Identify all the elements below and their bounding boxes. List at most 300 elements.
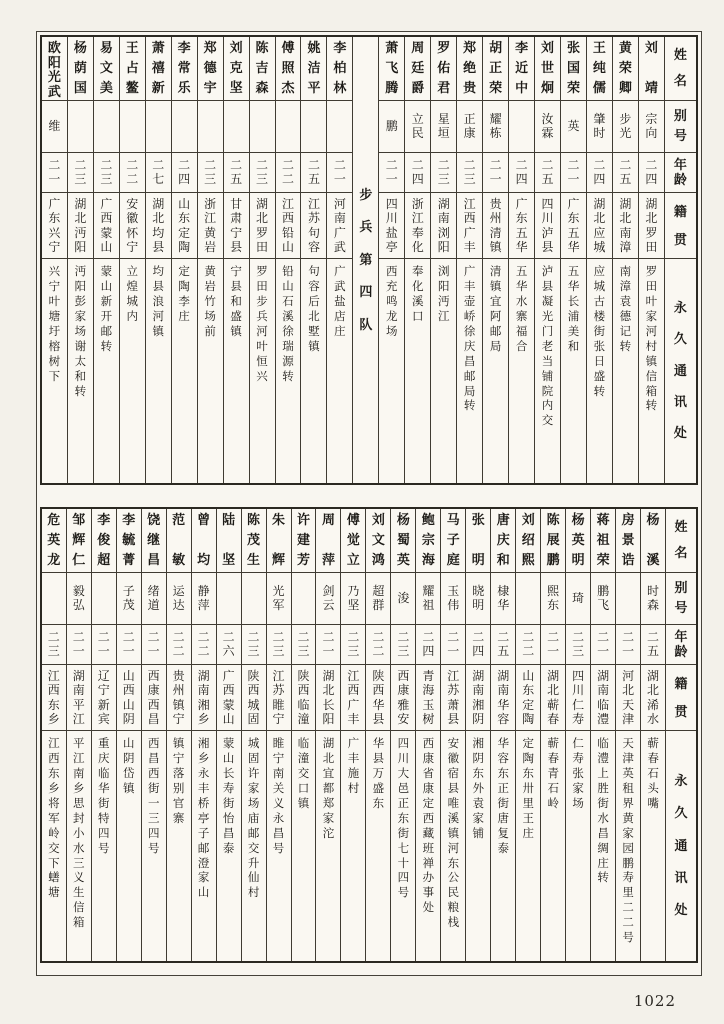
glyph: 二 <box>385 158 398 173</box>
glyph: 二 <box>472 630 485 645</box>
glyph: 邮 <box>489 325 502 338</box>
glyph: 二 <box>437 158 450 173</box>
glyph: 五 <box>497 643 510 658</box>
glyph: 讯 <box>674 869 688 885</box>
glyph: 龙 <box>47 552 61 568</box>
header-column <box>664 37 696 483</box>
glyph: 岭 <box>48 827 60 840</box>
age-cell <box>616 625 640 665</box>
age-cell <box>441 625 465 665</box>
glyph: 周 <box>411 40 425 55</box>
glyph: 伟 <box>447 597 460 612</box>
glyph: 广 <box>347 738 360 750</box>
person-column <box>223 37 249 483</box>
address-cell <box>379 259 404 483</box>
name-cell <box>616 509 640 573</box>
glyph: 天 <box>622 697 635 712</box>
glyph: 省 <box>422 767 435 780</box>
glyph: 龄 <box>674 643 688 659</box>
glyph: 岩 <box>204 280 216 293</box>
glyph: 禧 <box>151 60 165 76</box>
name-cell <box>292 509 316 573</box>
alias-cell <box>242 573 266 625</box>
glyph: 徐 <box>282 325 294 338</box>
glyph: 维 <box>48 118 61 133</box>
glyph: 二 <box>230 158 243 173</box>
glyph: 盐 <box>334 295 346 308</box>
glyph: 老 <box>541 340 554 353</box>
glyph: 临 <box>297 738 310 750</box>
glyph: 南 <box>72 683 85 698</box>
glyph: 林 <box>333 80 347 96</box>
glyph: 怡 <box>222 812 235 825</box>
glyph: 郑 <box>203 40 217 55</box>
glyph: 竹 <box>204 295 216 308</box>
glyph: 二 <box>622 902 634 915</box>
glyph: 临 <box>297 697 310 712</box>
glyph: 应 <box>593 225 606 240</box>
glyph: 道 <box>147 597 160 612</box>
person-column <box>241 509 266 961</box>
glyph: 王 <box>125 40 139 55</box>
address-cell <box>491 731 515 961</box>
glyph: 大 <box>397 767 410 780</box>
glyph: 湖 <box>74 197 87 212</box>
glyph: 河 <box>645 325 658 338</box>
glyph: 光 <box>272 584 285 599</box>
glyph: 城 <box>247 697 260 712</box>
glyph: 熙 <box>547 584 560 599</box>
glyph: 西 <box>147 738 160 750</box>
glyph: 号 <box>272 842 285 855</box>
person-column <box>465 509 490 961</box>
glyph: 萧 <box>385 40 399 55</box>
glyph: 东 <box>522 683 535 698</box>
glyph: 南 <box>472 683 485 698</box>
glyph: 苏 <box>307 211 320 226</box>
glyph: 房 <box>621 512 635 527</box>
glyph: 寿 <box>572 752 584 765</box>
glyph: 庆 <box>463 340 476 353</box>
glyph: 刘 <box>521 512 535 527</box>
glyph: 县 <box>152 280 164 293</box>
glyph: 阳 <box>437 239 450 254</box>
address-cell <box>466 731 490 961</box>
glyph: 俊 <box>97 532 111 548</box>
glyph: 溪 <box>447 812 460 825</box>
glyph: 耀 <box>489 112 502 127</box>
glyph: 二 <box>122 630 135 645</box>
person-column <box>266 509 291 961</box>
native-place-cell <box>117 665 141 731</box>
glyph: 南 <box>619 266 632 278</box>
glyph: 湖 <box>645 197 658 212</box>
glyph: 华 <box>567 280 580 293</box>
glyph: 南 <box>497 683 510 698</box>
age-cell <box>639 153 664 193</box>
person-column <box>456 37 482 483</box>
glyph: 朱 <box>272 512 286 527</box>
glyph: 曾 <box>197 512 211 527</box>
glyph: 家 <box>74 310 87 323</box>
address-cell <box>42 731 66 961</box>
address-cell <box>516 731 540 961</box>
glyph: 鲍 <box>421 512 435 527</box>
glyph: 西 <box>147 697 160 712</box>
alias-cell <box>516 573 540 625</box>
glyph: 北 <box>322 752 335 765</box>
glyph: 处 <box>422 902 435 915</box>
glyph: 转 <box>593 385 606 398</box>
age-cell <box>192 625 216 665</box>
glyph: 州 <box>172 683 185 698</box>
glyph: 鹏 <box>546 552 560 568</box>
glyph: 关 <box>272 782 285 795</box>
glyph: 队 <box>359 316 373 332</box>
person-column <box>365 509 390 961</box>
glyph: 名 <box>673 73 687 89</box>
glyph: 英 <box>571 532 585 548</box>
glyph: 栈 <box>447 917 460 930</box>
native-place-cell <box>217 665 241 731</box>
glyph: 腾 <box>385 80 399 96</box>
glyph: 贵 <box>489 197 502 212</box>
glyph: 街 <box>147 782 160 795</box>
person-column <box>191 509 216 961</box>
glyph: 华 <box>98 782 110 795</box>
glyph: 新 <box>97 697 110 712</box>
native-place-cell <box>242 665 266 731</box>
glyph: 晓 <box>472 584 485 599</box>
glyph: 鹏 <box>597 584 610 599</box>
glyph: 明 <box>471 552 485 568</box>
roster-table-top <box>40 35 698 485</box>
glyph: 蟮 <box>48 872 60 885</box>
alias-cell <box>120 101 145 153</box>
glyph: 兴 <box>48 266 61 278</box>
glyph: 场 <box>572 797 584 810</box>
glyph: 一 <box>147 797 160 810</box>
glyph: 蕲 <box>647 738 659 750</box>
native-place-cell <box>405 193 430 259</box>
glyph: 森 <box>255 80 269 96</box>
glyph: 天 <box>622 738 634 750</box>
glyph: 乐 <box>177 80 191 96</box>
glyph: 交 <box>541 415 554 428</box>
glyph: 和 <box>567 340 580 353</box>
address-cell <box>146 259 171 483</box>
glyph: 长 <box>322 697 335 712</box>
glyph: 庙 <box>247 812 260 825</box>
age-cell <box>198 153 223 193</box>
glyph: 乡 <box>47 711 60 726</box>
address-cell <box>341 731 365 961</box>
glyph: 陶 <box>178 239 191 254</box>
glyph: 明 <box>472 597 485 612</box>
glyph: 江 <box>48 738 60 750</box>
glyph: 转 <box>100 340 113 353</box>
glyph: 和 <box>230 295 242 308</box>
glyph: 均 <box>152 225 165 240</box>
glyph: 康 <box>463 125 476 140</box>
glyph: 煌 <box>126 280 139 293</box>
glyph: 二 <box>619 158 632 173</box>
glyph: 二 <box>204 158 217 173</box>
glyph: 江 <box>73 752 85 765</box>
glyph: 庆 <box>98 752 110 765</box>
glyph: 黄 <box>622 812 634 825</box>
glyph: 租 <box>622 782 634 795</box>
native-place-cell <box>641 665 665 731</box>
name-cell <box>67 509 91 573</box>
glyph: 定 <box>422 797 435 810</box>
glyph: 祖 <box>596 532 610 548</box>
glyph: 升 <box>247 857 260 870</box>
glyph: 家 <box>572 782 584 795</box>
glyph: 号 <box>397 887 410 900</box>
glyph: 丰 <box>197 782 210 795</box>
glyph: 广 <box>334 266 346 278</box>
glyph: 街 <box>397 827 410 840</box>
glyph: 唯 <box>447 797 460 810</box>
glyph: 达 <box>172 597 185 612</box>
glyph: 森 <box>647 597 660 612</box>
glyph: 四 <box>472 643 485 658</box>
glyph: 菁 <box>122 552 136 568</box>
glyph: 二 <box>47 630 60 645</box>
glyph: 讯 <box>673 393 687 409</box>
glyph: 和 <box>74 370 87 383</box>
glyph: 易 <box>99 40 113 55</box>
glyph: 家 <box>197 872 210 885</box>
header-native <box>666 665 696 731</box>
glyph: 潼 <box>297 752 310 765</box>
glyph: 塘 <box>48 887 60 900</box>
alias-cell <box>466 573 490 625</box>
glyph: 三 <box>256 171 269 186</box>
person-column <box>534 37 560 483</box>
glyph: 湘 <box>197 738 210 750</box>
glyph: 宁 <box>272 711 285 726</box>
glyph: 绍 <box>521 532 535 548</box>
glyph: 五 <box>619 171 632 186</box>
glyph: 铺 <box>472 827 485 840</box>
glyph: 号 <box>98 842 110 855</box>
name-cell <box>42 509 66 573</box>
native-place-cell <box>591 665 615 731</box>
native-place-cell <box>250 193 275 259</box>
name-cell <box>541 509 565 573</box>
glyph: 水 <box>515 295 528 308</box>
native-place-cell <box>292 665 316 731</box>
glyph: 交 <box>48 842 60 855</box>
glyph: 局 <box>463 385 476 398</box>
glyph: 湖 <box>72 669 85 684</box>
glyph: 康 <box>422 752 435 765</box>
age-cell <box>491 625 515 665</box>
person-column <box>119 37 145 483</box>
glyph: 萍 <box>197 597 210 612</box>
glyph: 群 <box>372 597 385 612</box>
header-column <box>665 509 696 961</box>
glyph: 荫 <box>73 60 87 76</box>
glyph: 一 <box>97 643 110 658</box>
glyph: 镇 <box>447 827 460 840</box>
age-cell <box>541 625 565 665</box>
native-place-cell <box>457 193 482 259</box>
glyph: 美 <box>99 80 113 96</box>
glyph: 敏 <box>172 552 186 568</box>
glyph: 胜 <box>597 782 609 795</box>
glyph: 容 <box>497 711 510 726</box>
glyph: 许 <box>296 512 310 527</box>
glyph: 罗 <box>645 266 658 278</box>
glyph: 江 <box>447 669 460 684</box>
glyph: 坚 <box>229 80 243 96</box>
glyph: 张 <box>471 512 485 527</box>
person-column <box>340 509 365 961</box>
glyph: 徐 <box>463 325 476 338</box>
glyph: 二 <box>411 158 424 173</box>
glyph: 五 <box>515 225 528 240</box>
glyph: 街 <box>497 797 509 810</box>
glyph: 亭 <box>385 239 398 254</box>
glyph: 龄 <box>673 171 687 187</box>
glyph: 三 <box>272 643 285 658</box>
glyph: 子 <box>446 532 460 548</box>
glyph: 五 <box>647 643 660 658</box>
glyph: 宗 <box>645 112 658 127</box>
glyph: 李 <box>122 512 136 527</box>
glyph: 记 <box>619 325 632 338</box>
glyph: 湖 <box>322 669 335 684</box>
glyph: 吉 <box>255 60 269 76</box>
glyph: 二 <box>567 158 580 173</box>
glyph: 溪 <box>282 310 294 323</box>
glyph: 二 <box>489 158 502 173</box>
glyph: 占 <box>125 60 139 76</box>
glyph: 北 <box>593 211 606 226</box>
glyph: 鸿 <box>371 552 385 568</box>
glyph: 平 <box>72 697 85 712</box>
glyph: 贯 <box>673 231 687 247</box>
glyph: 定 <box>522 738 534 750</box>
glyph: 内 <box>126 310 139 323</box>
glyph: 江 <box>204 211 217 226</box>
native-place-cell <box>616 665 640 731</box>
glyph: 东 <box>48 211 61 226</box>
alias-cell <box>146 101 171 153</box>
glyph: 号 <box>673 128 687 144</box>
age-cell <box>405 153 430 193</box>
glyph: 湖 <box>597 669 610 684</box>
glyph: 当 <box>541 355 554 368</box>
glyph: 寿 <box>622 872 634 885</box>
glyph: 源 <box>282 355 294 368</box>
glyph: 北 <box>74 211 87 226</box>
glyph: 棣 <box>497 584 510 599</box>
glyph: 浙 <box>204 197 217 212</box>
glyph: 湘 <box>197 697 210 712</box>
glyph: 山 <box>178 197 191 212</box>
name-cell <box>613 37 638 101</box>
native-place-cell <box>587 193 612 259</box>
glyph: 安 <box>126 197 139 212</box>
glyph: 水 <box>597 812 609 825</box>
glyph: 生 <box>247 552 261 568</box>
glyph: 美 <box>567 325 580 338</box>
glyph: 班 <box>422 842 435 855</box>
glyph: 办 <box>422 872 435 885</box>
native-place-cell <box>566 665 590 731</box>
glyph: 三 <box>147 812 160 825</box>
glyph: 西 <box>100 211 113 226</box>
glyph: 桥 <box>197 797 210 810</box>
header-age <box>666 625 696 665</box>
glyph: 宁 <box>48 280 61 293</box>
person-column <box>565 509 590 961</box>
glyph: 兴 <box>256 370 268 383</box>
glyph: 炯 <box>541 80 555 96</box>
glyph: 超 <box>372 584 385 599</box>
glyph: 铺 <box>541 370 554 383</box>
glyph: 刘 <box>541 40 555 55</box>
glyph: 华 <box>372 697 385 712</box>
glyph: 广 <box>463 225 476 240</box>
glyph: 界 <box>622 797 634 810</box>
glyph: 宇 <box>203 80 217 96</box>
glyph: 沔 <box>74 266 87 278</box>
person-column <box>590 509 615 961</box>
glyph: 临 <box>597 738 609 750</box>
glyph: 浪 <box>152 295 164 308</box>
glyph: 均 <box>152 266 164 278</box>
glyph: 步 <box>619 112 632 127</box>
address-cell <box>292 731 316 961</box>
glyph: 二 <box>72 630 85 645</box>
glyph: 江 <box>72 711 85 726</box>
glyph: 刘 <box>229 40 243 55</box>
glyph: 景 <box>621 532 635 548</box>
glyph: 三 <box>347 643 360 658</box>
person-column <box>93 37 119 483</box>
glyph: 通 <box>673 362 687 378</box>
glyph: 乡 <box>197 752 210 765</box>
glyph: 应 <box>593 266 606 278</box>
glyph: 一 <box>547 643 560 658</box>
person-column <box>249 37 275 483</box>
glyph: 东 <box>48 767 60 780</box>
person-column <box>66 509 91 961</box>
glyph: 福 <box>515 325 528 338</box>
glyph: 广 <box>100 197 113 212</box>
glyph: 阳 <box>437 280 450 293</box>
glyph: 陈 <box>247 512 261 527</box>
name-cell <box>250 37 275 101</box>
glyph: 阳 <box>74 280 87 293</box>
glyph: 新 <box>100 295 113 308</box>
glyph: 垣 <box>437 125 450 140</box>
address-cell <box>561 259 586 483</box>
address-cell <box>167 731 191 961</box>
glyph: 西 <box>372 683 385 698</box>
glyph: 北 <box>308 310 320 323</box>
glyph: 山 <box>222 711 235 726</box>
native-place-cell <box>441 665 465 731</box>
glyph: 浦 <box>567 310 580 323</box>
glyph: 别 <box>674 579 688 595</box>
glyph: 川 <box>397 752 410 765</box>
